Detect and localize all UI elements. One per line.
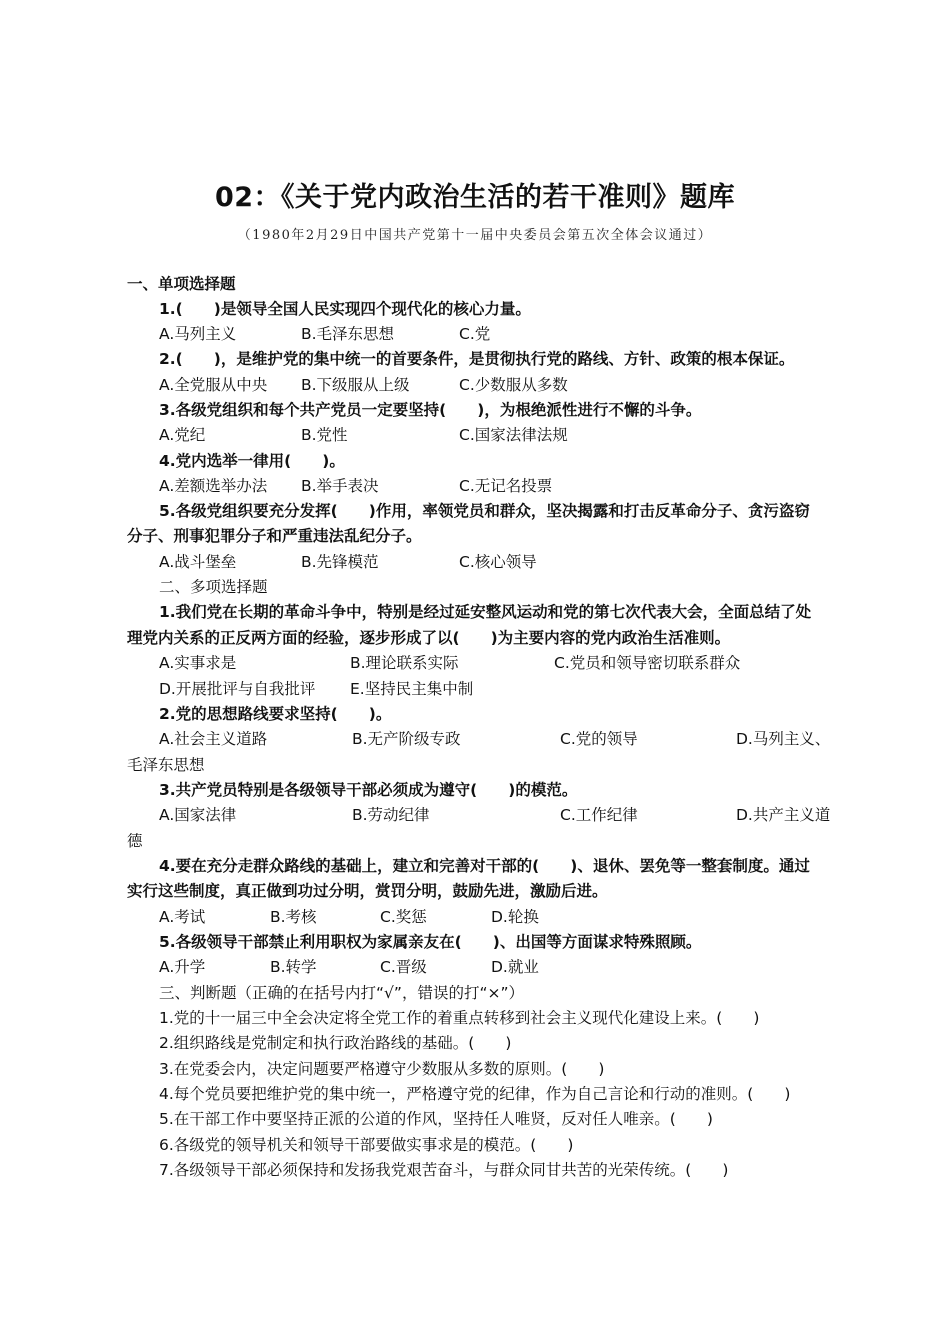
option-d: D.轮换 <box>491 908 539 926</box>
question-text: 2.党的思想路线要求坚持( )。 <box>159 705 392 723</box>
option-a: A.马列主义 <box>159 325 237 343</box>
option-a: A.差额选举办法 <box>159 477 268 495</box>
judge-item: 4.每个党员要把维护党的集中统一，严格遵守党的纪律，作为自己言论和行动的准则。( ) <box>159 1085 791 1103</box>
option-c: C.无记名投票 <box>459 477 553 495</box>
question-text: 2.( )，是维护党的集中统一的首要条件，是贯彻执行党的路线、方针、政策的根本保证。 <box>159 350 795 368</box>
option-a: A.国家法律 <box>159 806 237 824</box>
question-text: 5.各级领导干部禁止利用职权为家属亲友在( )、出国等方面谋求特殊照顾。 <box>159 933 702 951</box>
option-c: C.核心领导 <box>459 553 537 571</box>
option-d: D.共产主义道 <box>736 806 831 824</box>
option-e: E.坚持民主集中制 <box>350 680 474 698</box>
option-a: A.战斗堡垒 <box>159 553 237 571</box>
option-d: D.开展批评与自我批评 <box>159 680 316 698</box>
option-b: B.先锋模范 <box>301 553 379 571</box>
option-b: B.下级服从上级 <box>301 376 410 394</box>
judge-item: 2.组织路线是党制定和执行政治路线的基础。( ) <box>159 1034 512 1052</box>
question-text-continued: 分子、刑事犯罪分子和严重违法乱纪分子。 <box>127 527 422 545</box>
section-heading-multi: 二、多项选择题 <box>159 578 268 596</box>
question-text-continued: 理党内关系的正反两方面的经验，逐步形成了以( )为主要内容的党内政治生活准则。 <box>127 629 731 647</box>
option-b: B.转学 <box>270 958 317 976</box>
option-b: B.举手表决 <box>301 477 379 495</box>
option-a: A.全党服从中央 <box>159 376 268 394</box>
option-a: A.考试 <box>159 908 206 926</box>
option-b: B.无产阶级专政 <box>352 730 461 748</box>
option-a: A.实事求是 <box>159 654 237 672</box>
option-a: A.升学 <box>159 958 206 976</box>
question-text: 1.( )是领导全国人民实现四个现代化的核心力量。 <box>159 300 531 318</box>
option-b: B.理论联系实际 <box>350 654 459 672</box>
option-c: C.工作纪律 <box>560 806 638 824</box>
question-text: 3.共产党员特别是各级领导干部必须成为遵守( )的模范。 <box>159 781 578 799</box>
option-b: B.毛泽东思想 <box>301 325 395 343</box>
option-a: A.社会主义道路 <box>159 730 268 748</box>
question-text: 5.各级党组织要充分发挥( )作用，率领党员和群众，坚决揭露和打击反革命分子、贪污盗窃 <box>159 502 810 520</box>
section-heading-single: 一、单项选择题 <box>127 275 236 293</box>
question-text: 1.我们党在长期的革命斗争中，特别是经过延安整风运动和党的第七次代表大会，全面总结了处 <box>159 603 812 621</box>
option-d-continued: 德 <box>127 832 143 850</box>
option-c: C.党的领导 <box>560 730 638 748</box>
option-c: C.国家法律法规 <box>459 426 568 444</box>
question-text-continued: 实行这些制度，真正做到功过分明，赏罚分明，鼓励先进，激励后进。 <box>127 882 608 900</box>
judge-item: 6.各级党的领导机关和领导干部要做实事求是的模范。( ) <box>159 1136 574 1154</box>
option-a: A.党纪 <box>159 426 206 444</box>
option-c: C.少数服从多数 <box>459 376 568 394</box>
option-d: D.就业 <box>491 958 539 976</box>
option-c: C.奖惩 <box>380 908 427 926</box>
option-c: C.晋级 <box>380 958 427 976</box>
question-text: 3.各级党组织和每个共产党员一定要坚持( )，为根绝派性进行不懈的斗争。 <box>159 401 702 419</box>
option-d: D.马列主义、 <box>736 730 831 748</box>
option-b: B.劳动纪律 <box>352 806 430 824</box>
judge-item: 1.党的十一届三中全会决定将全党工作的着重点转移到社会主义现代化建设上来。( ) <box>159 1009 760 1027</box>
page-title: 02：《关于党内政治生活的若干准则》题库 <box>214 182 736 213</box>
option-c: C.党员和领导密切联系群众 <box>554 654 741 672</box>
option-c: C.党 <box>459 325 491 343</box>
option-d-continued: 毛泽东思想 <box>127 756 205 774</box>
question-text: 4.要在充分走群众路线的基础上，建立和完善对干部的( )、退休、罢免等一整套制度。通过 <box>159 857 810 875</box>
section-heading-judge: 三、判断题（正确的在括号内打“√”，错误的打“×”） <box>159 984 524 1002</box>
judge-item: 3.在党委会内，决定问题要严格遵守少数服从多数的原则。( ) <box>159 1060 605 1078</box>
page-subtitle: （1980年2月29日中国共产党第十一届中央委员会第五次全体会议通过） <box>237 228 713 243</box>
option-b: B.考核 <box>270 908 317 926</box>
judge-item: 5.在干部工作中要坚持正派的公道的作风，坚持任人唯贤，反对任人唯亲。( ) <box>159 1110 713 1128</box>
option-b: B.党性 <box>301 426 348 444</box>
judge-item: 7.各级领导干部必须保持和发扬我党艰苦奋斗，与群众同甘共苦的光荣传统。( ) <box>159 1161 729 1179</box>
question-text: 4.党内选举一律用( )。 <box>159 452 345 470</box>
